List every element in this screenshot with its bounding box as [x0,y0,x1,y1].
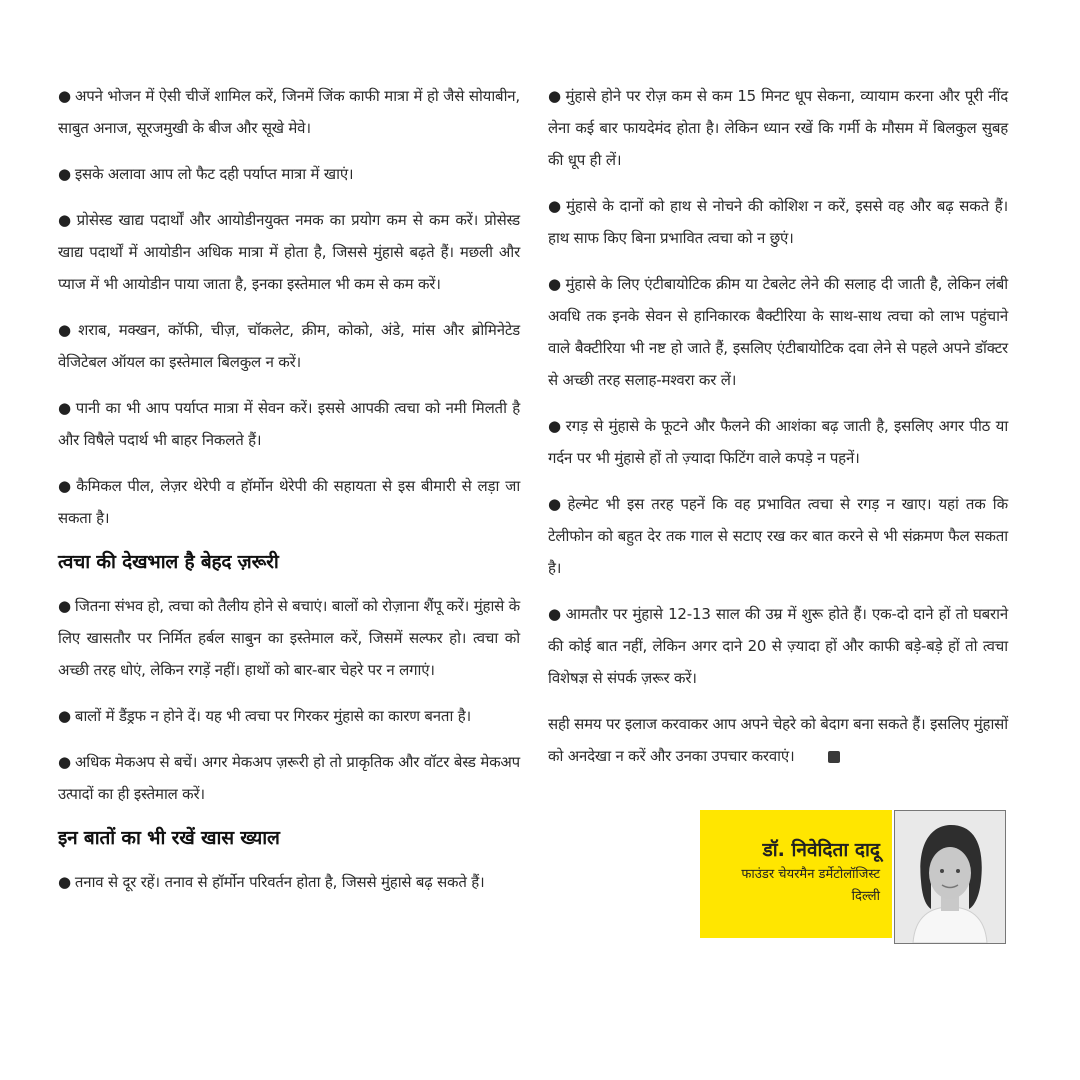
bullet-paragraph: ● मुंहासे के लिए एंटीबायोटिक क्रीम या टेबलेट लेने की सलाह दी जाती है, लेकिन लंबी अवधि तक इनके सेवन से हानिकारक बैक्टीरिया के साथ-साथ त्वचा को लाभ पहुंचाने वाले बैक्टीरिया भी नष्ट हो जाते हैं, इसलिए एंटीबायोटिक दवा लेने से पहले अपने डॉक्टर से अच्छी तरह सलाह-मश्वरा कर लें। [548,275,1008,389]
author-title: फाउंडर चेयरमैन डर्मेटोलॉजिस्ट [741,867,880,882]
right-column [548,80,1008,786]
author-city: दिल्ली [851,889,880,904]
bullet-icon: ● [58,477,73,495]
bullet-paragraph: ● मुंहासे के दानों को हाथ से नोचने की कोशिश न करें, इससे वह और बढ़ सकते हैं। हाथ साफ किए बिना प्रभावित त्वचा को न छुएं। [548,197,1008,247]
bullet-paragraph: ● शराब, मक्खन, कॉफी, चीज़, चॉकलेट, क्रीम, कोको, अंडे, मांस और ब्रोमिनेटेड वेजिटेबल ऑयल का इस्तेमाल बिलकुल न करें। [58,321,521,371]
bullet-icon: ● [548,605,562,623]
bullet-icon: ● [548,275,562,293]
bullet-icon: ● [58,399,72,417]
author-name: डॉ. निवेदिता दादू [762,839,880,861]
section-heading-skin-care: त्वचा की देखभाल है बेहद ज़रूरी [58,551,279,573]
bullet-icon: ● [58,165,71,183]
section-heading-special-care: इन बातों का भी रखें खास ख्याल [58,827,280,849]
bullet-paragraph: ● आमतौर पर मुंहासे 12-13 साल की उम्र में शुरू होते हैं। एक-दो दाने हों तो घबराने की कोई बात नहीं, लेकिन अगर दाने 20 से ज़्यादा हों और काफी बड़े-बड़े हों तो त्वचा विशेषज्ञ से संपर्क ज़रूर करें। [548,605,1008,687]
bullet-paragraph: ● मुंहासे होने पर रोज़ कम से कम 15 मिनट धूप सेकना, व्यायाम करना और पूरी नींद लेना कई बार फायदेमंद होता है। लेकिन ध्यान रखें कि गर्मी के मौसम में बिलकुल सुबह की धूप ही लें। [548,87,1008,169]
author-photo [894,810,1006,944]
closing-paragraph: सही समय पर इलाज करवाकर आप अपने चेहरे को बेदाग बना सकते हैं। इसलिए मुंहासों को अनदेखा न करें और उनका उपचार करवाएं। [548,715,1008,765]
bullet-icon: ● [58,87,71,105]
bullet-icon: ● [58,873,71,891]
bullet-paragraph: ● अपने भोजन में ऐसी चीजें शामिल करें, जिनमें जिंक काफी मात्रा में हो जैसे सोयाबीन, साबुत अनाज, सूरजमुखी के बीज और सूखे मेवे। [58,87,520,137]
bullet-icon: ● [58,597,71,615]
bullet-paragraph: ● इसके अलावा आप लो फैट दही पर्याप्त मात्रा में खाएं। [58,165,354,183]
bullet-paragraph: ● तनाव से दूर रहें। तनाव से हॉर्मोन परिवर्तन होता है, जिससे मुंहासे बढ़ सकते हैं। [58,873,485,891]
bullet-paragraph: ● हेल्मेट भी इस तरह पहनें कि वह प्रभावित त्वचा से रगड़ न खाए। यहां तक कि टेलीफोन को बहुत देर तक गाल से सटाए रख कर बात करने से भी संक्रमण फैल सकता है। [548,495,1009,577]
bullet-paragraph: ● अधिक मेकअप से बचें। अगर मेकअप ज़रूरी हो तो प्राकृतिक और वॉटर बेस्ड मेकअप उत्पादों का ही इस्तेमाल करें। [58,753,520,803]
bullet-icon: ● [548,495,564,513]
bullet-icon: ● [58,321,75,339]
bullet-paragraph: ● पानी का भी आप पर्याप्त मात्रा में सेवन करें। इससे आपकी त्वचा को नमी मिलती है और विषैले पदार्थ भी बाहर निकलते हैं। [58,399,520,449]
bullet-icon: ● [548,417,562,435]
left-column [58,80,520,912]
bullet-icon: ● [58,753,71,771]
end-mark-icon [828,751,840,763]
bullet-icon: ● [58,707,71,725]
bullet-icon: ● [58,211,73,229]
bullet-paragraph: ● रगड़ से मुंहासे के फूटने और फैलने की आशंका बढ़ जाती है, इसलिए अगर पीठ या गर्दन पर भी मुंहासे हों तो ज़्यादा फिटिंग वाले कपड़े न पहनें। [548,417,1009,467]
portrait-image [895,811,1005,943]
bullet-paragraph: ● बालों में डैंड्रफ न होने दें। यह भी त्वचा पर गिरकर मुंहासे का कारण बनता है। [58,707,471,725]
bullet-paragraph: ● जितना संभव हो, त्वचा को तैलीय होने से बचाएं। बालों को रोज़ाना शैंपू करें। मुंहासे के लिए खासतौर पर निर्मित हर्बल साबुन का इस्तेमाल करें, जिसमें सल्फर हो। त्वचा को अच्छी तरह धोएं, लेकिन रगड़ें नहीं। हाथों को बार-बार चेहरे पर न लगाएं। [58,597,520,679]
bullet-icon: ● [548,87,562,105]
bullet-paragraph: ● कैमिकल पील, लेज़र थेरेपी व हॉर्मोन थेरेपी की सहायता से इस बीमारी से लड़ा जा सकता है। [58,477,521,527]
bullet-paragraph: ● प्रोसेस्ड खाद्य पदार्थों और आयोडीनयुक्त नमक का प्रयोग कम से कम करें। प्रोसेस्ड खाद्य पदार्थों में आयोडीन अधिक मात्रा में होता है, जिससे मुंहासे बढ़ते हैं। मछली और प्याज में भी आयोडीन पाया जाता है, इनका इस्तेमाल भी कम से कम करें। [58,211,521,293]
author-box [700,810,892,938]
bullet-icon: ● [548,197,563,215]
